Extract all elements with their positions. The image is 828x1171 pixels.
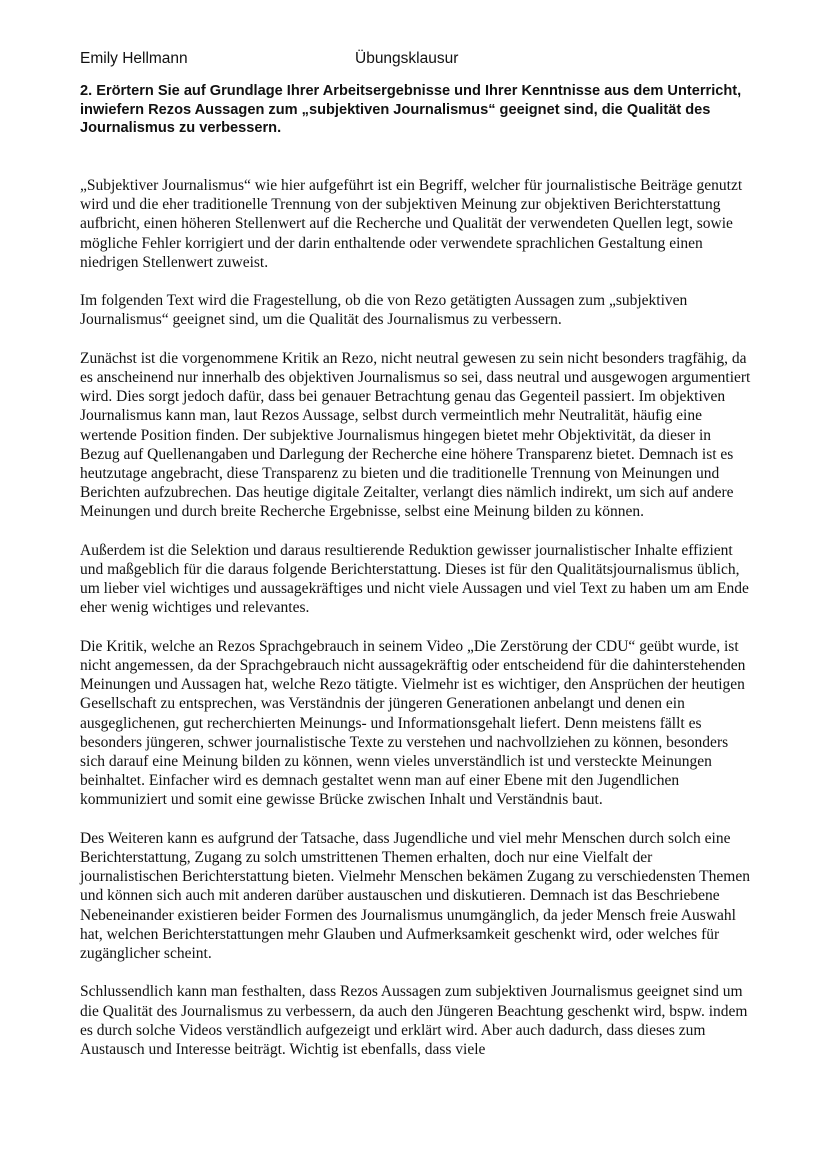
author-name: Emily Hellmann bbox=[80, 50, 188, 67]
essay-body bbox=[80, 176, 752, 1078]
document-title: Übungsklausur bbox=[355, 50, 459, 67]
paragraph-selection: Außerdem ist die Selektion und daraus resultierende Reduktion gewisser journalistischer Inhalte effizient und maßgeblich für die daraus folgende Berichterstattung. Dieses ist für den Qualitätsjournalismus üblich, um lieber viel wichtiges und aussagekräftiges und nicht viele Aussagen und viel Text zu haben um am Ende eher wenig wichtiges und relevantes. bbox=[80, 541, 749, 617]
paragraph-intro: „Subjektiver Journalismus“ wie hier aufgeführt ist ein Begriff, welcher für journalistische Beiträge genutzt wird und die eher traditionelle Trennung von der subjektiven Meinung zur objektiven Berichterstattung aufbricht, einen höheren Stellenwert auf die Recherche und Qualität der verwendeten Quellen legt, sowie mögliche Fehler korrigiert und der darin enthaltende oder verwendete sprachlichen Gestaltung einen niedrigen Stellenwert zuweist. bbox=[80, 177, 743, 271]
task-prompt: 2. Erörtern Sie auf Grundlage Ihrer Arbeitsergebnisse und Ihrer Kenntnisse aus dem Unterricht, inwiefern Rezos Aussagen zum „subjektiven Journalismus“ geeignet sind, die Qualität des Journalismus zu verbessern. bbox=[80, 83, 742, 136]
paragraph-conclusion: Schlussendlich kann man festhalten, dass Rezos Aussagen zum subjektiven Journalismus geeignet sind um die Qualität des Journalismus zu verbessern, da auch den Jüngeren Beachtung geschenkt wird, bspw. indem es durch solche Videos verständlich aufgezeigt und erklärt wird. Aber auch dadurch, dass dieses zum Austausch und Interesse beiträgt. Wichtig ist ebenfalls, dass viele bbox=[80, 983, 748, 1059]
paragraph-language: Die Kritik, welche an Rezos Sprachgebrauch in seinem Video „Die Zerstörung der CDU“ geübt wurde, ist nicht angemessen, da der Sprachgebrauch nicht aussagekräftig oder entscheidend für die dahinterstehenden Meinungen und Aussagen hat, welche Rezo tätigte. Vielmehr ist es wichtiger, den Ansprüchen der heutigen Gesellschaft zu entsprechen, was Verständnis der jüngeren Generationen anbelangt und denen ein ausgeglichenen, gut recherchierten Meinungs- und Informationsgehalt liefert. Denn meistens fällt es besonders jüngeren, schwer journalistische Texte zu verstehen und nachvollziehen zu können, besonders sich darauf eine Meinung bilden zu können, wenn vieles unverständlich ist und versteckte Meinungen beinhaltet. Einfacher wird es demnach gestaltet wenn man auf einer Ebene mit den Jugendlichen kommuniziert und somit eine gewisse Brücke zwischen Inhalt und Verständnis baut. bbox=[80, 637, 746, 809]
paragraph-access: Des Weiteren kann es aufgrund der Tatsache, dass Jugendliche und viel mehr Menschen durch solch eine Berichterstattung, Zugang zu solch umstrittenen Themen erhalten, doch nur eine Vielfalt der journalistischen Berichterstattung bieten. Vielmehr Menschen bekämen Zugang zu verschiedensten Themen und können sich auch mit anderen darüber austauschen und diskutieren. Demnach ist das Beschriebene Nebeneinander existieren beider Formen des Journalismus unumgänglich, da jeder Mensch freie Auswahl hat, welchen Berichterstattungen mehr Glauben und Aufmerksamkeit geschenkt wird, oder welches für zugänglicher scheint. bbox=[80, 829, 750, 963]
paragraph-thesis: Im folgenden Text wird die Fragestellung, ob die von Rezo getätigten Aussagen zum „subjektiven Journalismus“ geeignet sind, um die Qualität des Journalismus zu verbessern. bbox=[80, 292, 688, 329]
paragraph-neutrality: Zunächst ist die vorgenommene Kritik an Rezo, nicht neutral gewesen zu sein nicht besonders tragfähig, da es anscheinend nur innerhalb des objektiven Journalismus so sei, dass neutral und ausgewogen argumentiert wird. Dies sorgt jedoch dafür, dass bei genauer Betrachtung genau das Gegenteil passiert. Im objektiven Journalismus kann man, laut Rezos Aussage, selbst durch vermeintlich mehr Neutralität, häufig eine wertende Position finden. Der subjektive Journalismus hingegen bietet mehr Objektivität, da dieser in Bezug auf Quellenangaben und Darlegung der Recherche eine höhere Transparenz bietet. Demnach ist es heutzutage angebracht, diese Transparenz zu bieten und die traditionelle Trennung von Meinungen und Berichten aufzubrechen. Das heutige digitale Zeitalter, verlangt dies nämlich indirekt, um sich auf andere Meinungen und durch breite Recherche Ergebnisse, selbst eine Meinung bilden zu können. bbox=[80, 349, 751, 521]
